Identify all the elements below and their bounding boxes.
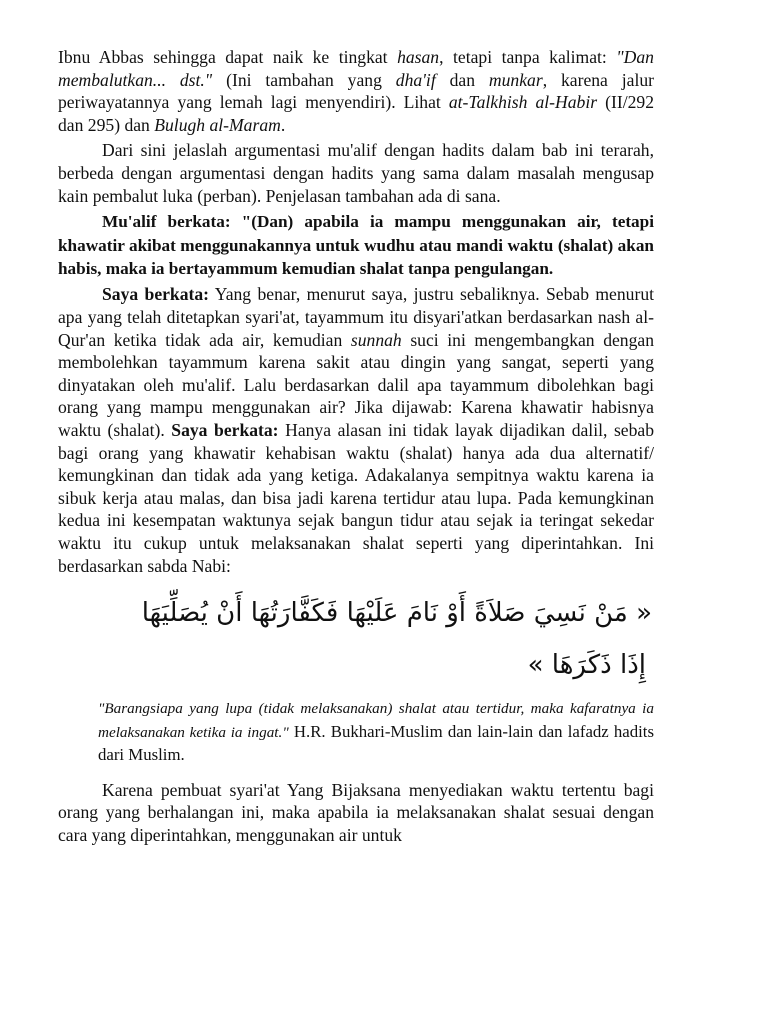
- arabic-hadith-line-1: « مَنْ نَسِيَ صَلاَةً أَوْ نَامَ عَلَيْهَا فَكَفَّارَتُهَا أَنْ يُصَلِّيَهَا: [141, 598, 652, 629]
- italic-term: dha'if: [395, 69, 436, 90]
- text-run: , karena jalur periwayatannya yang lemah lagi menyendiri). Lihat: [58, 69, 654, 113]
- italic-term: hasan: [397, 47, 440, 67]
- italic-term: sunnah: [350, 329, 402, 350]
- text-run: dan: [435, 69, 489, 90]
- paragraph-argument: Dari sini jelaslah argumentasi mu'alif dengan hadits dalam bab ini terarah, berbeda dengan argumentasi dengan hadits yang sama dalam masalah mengusap kain pembalut luka (perban). Penjelasan tambahan ada di sana.: [58, 140, 654, 206]
- bold-lead: Saya berkata:: [102, 284, 210, 305]
- italic-term: munkar: [488, 69, 543, 90]
- text-run: H.R. Bukhari-Muslim dan lain-lain dan lafadz hadits dari Muslim.: [98, 721, 654, 765]
- text-run: .: [280, 114, 286, 135]
- text-run: (Ini tambahan yang: [212, 69, 396, 90]
- paragraph-intro: [58, 46, 654, 136]
- bold-lead: Saya berkata:: [171, 419, 279, 440]
- text-run: Hanya alasan ini tidak layak dijadikan dalil, sebab bagi orang yang khawatir kehabisan waktu (shalat) hanya ada dua alternatif/ kemungkinan dan tidak ada yang ketiga. Adakalanya sempitnya waktu karena ia sibuk kerja atau malas, dan bisa jadi karena tertidur atau lupa. Pada kemungkinan kedua ini kesempatan waktunya sejak bangun tidur atau sejak ia teringat sekedar waktu itu cukup untuk melaksanakan shalat seperti yang diperintahkan. Ini berdasarkan sabda Nabi:: [58, 419, 654, 576]
- paragraph-commentary: [58, 283, 654, 577]
- paragraph-closing: Karena pembuat syari'at Yang Bijaksana menyediakan waktu tertentu bagi orang yang berhalangan ini, maka apabila ia melaksanakan shalat sesuai dengan cara yang diperintahkan, menggunakan air untuk: [58, 779, 654, 846]
- italic-reference: at-Talkhish al-Habir: [448, 92, 598, 113]
- paragraph-author-statement: Mu'alif berkata: "(Dan) apabila ia mampu menggunakan air, tetapi khawatir akibat menggunakannya untuk wudhu atau mandi waktu (shalat) akan habis, maka ia bertayammum kemudian shalat tanpa pengulangan.: [58, 212, 654, 278]
- text-run: Ibnu Abbas sehingga dapat naik ke tingkat: [58, 47, 398, 67]
- text-run: , tetapi tanpa kalimat:: [439, 47, 617, 67]
- arabic-hadith-line-2: إِذَا ذَكَرَهَا »: [527, 650, 646, 681]
- text-run: (II/292 dan 295) dan: [58, 92, 654, 135]
- book-page: [58, 46, 654, 847]
- text-run: suci ini mengembangkan dengan membolehkan tayammum karena sakit atau dingin yang sangat, seperti yang dinyatakan oleh mu'alif. Lalu berdasarkan dalil apa tayammum dibolehkan bagi orang yang mampu menggunakan air? Jika dijawab: Karena khawatir habisnya waktu (shalat).: [58, 329, 654, 440]
- italic-term: "Dan membalutkan... dst.": [58, 47, 654, 90]
- italic-translation: "Barangsiapa yang lupa (tidak melaksanakan) shalat atau tertidur, maka kafaratnya ia melaksanakan ketika ia ingat.": [98, 700, 654, 741]
- hadith-translation: [58, 697, 654, 767]
- text-run: Yang benar, menurut saya, justru sebaliknya. Sebab menurut apa yang telah ditetapkan syari'at, tayammum itu disyari'atkan berdasarkan nash al-Qur'an ketika tidak ada air, kemudian: [58, 284, 655, 350]
- italic-reference: Bulugh al-Maram: [154, 114, 281, 135]
